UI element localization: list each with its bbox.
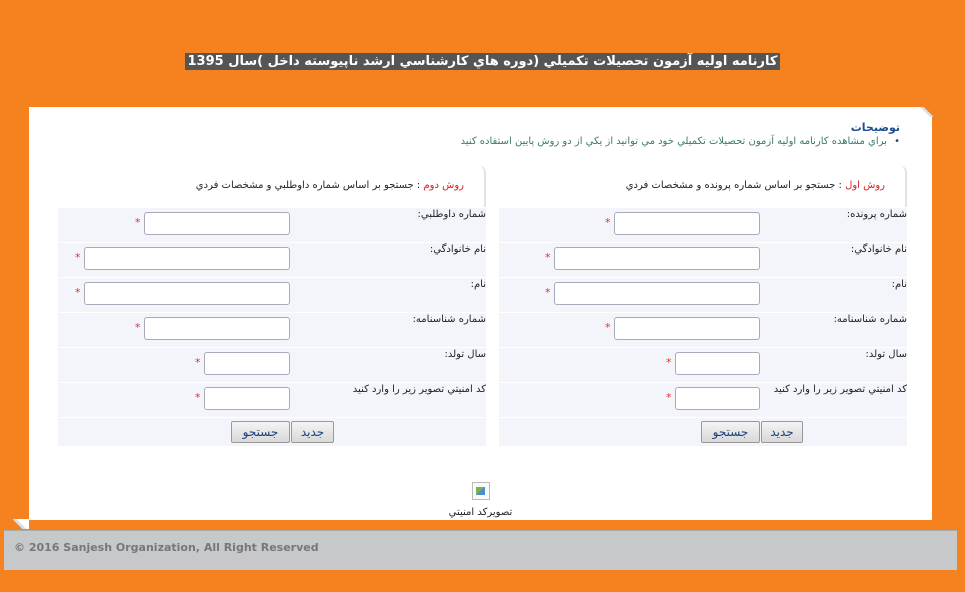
file-number-row <box>499 208 907 243</box>
required-mark: * <box>545 251 551 264</box>
method2-title: : جستجو بر اساس شماره داوطلبي و مشخصات فردي <box>195 180 424 191</box>
first-name-label: نام: <box>891 279 907 290</box>
family-name-input[interactable] <box>84 247 290 270</box>
method1-header <box>499 165 907 207</box>
required-mark: * <box>195 356 201 369</box>
captcha-input[interactable] <box>204 387 290 410</box>
method2-panel <box>58 165 486 445</box>
search-button[interactable]: جستجو <box>701 421 760 443</box>
description-title: توضيحات <box>850 121 900 134</box>
footer <box>4 530 957 570</box>
family-name-row <box>499 243 907 278</box>
id-number-label: شماره شناسنامه: <box>833 314 907 325</box>
method1-buttons <box>499 418 907 446</box>
first-name-input[interactable] <box>554 282 760 305</box>
captcha-image-label: تصويركد امنيتي <box>448 507 513 518</box>
captcha-label: كد امنيتي تصوير زير را وارد كنيد <box>773 384 907 395</box>
file-number-input[interactable] <box>614 212 760 235</box>
method2-header <box>58 165 486 207</box>
first-name-row <box>58 278 486 313</box>
birth-year-input[interactable] <box>675 352 760 375</box>
birth-year-row <box>58 348 486 383</box>
method2-prefix: روش دوم <box>423 180 464 191</box>
birth-year-label: سال تولد: <box>444 349 486 360</box>
method1-panel <box>499 165 907 445</box>
required-mark: * <box>605 216 611 229</box>
search-button[interactable]: جستجو <box>231 421 290 443</box>
page-title: كارنامه اوليه آزمون تحصيلات تكميلي (دوره هاي كارشناسي ارشد ناپيوسته داخل )سال 1395 <box>185 53 781 70</box>
family-name-label: نام خانوادگي: <box>850 244 907 255</box>
new-button[interactable]: جديد <box>761 421 803 443</box>
method1-title: : جستجو بر اساس شماره پرونده و مشخصات فردي <box>625 180 846 191</box>
method2-buttons <box>58 418 486 446</box>
file-number-label: شماره پرونده: <box>846 209 907 220</box>
required-mark: * <box>75 286 81 299</box>
id-number-input[interactable] <box>614 317 760 340</box>
birth-year-input[interactable] <box>204 352 290 375</box>
birth-year-row <box>499 348 907 383</box>
captcha-row <box>58 383 486 418</box>
required-mark: * <box>135 321 141 334</box>
description-text: براي مشاهده كارنامه اوليه آزمون تحصيلات تكميلي خود مي توانيد از يكي از دو روش پايين استفاده كنيد <box>460 136 887 147</box>
first-name-label: نام: <box>470 279 486 290</box>
card-corner-decoration <box>13 519 29 529</box>
required-mark: * <box>605 321 611 334</box>
family-name-label: نام خانوادگي: <box>429 244 486 255</box>
required-mark: * <box>135 216 141 229</box>
birth-year-label: سال تولد: <box>865 349 907 360</box>
family-name-row <box>58 243 486 278</box>
required-mark: * <box>195 391 201 404</box>
required-mark: * <box>666 391 672 404</box>
captcha-section <box>29 482 932 518</box>
main-card <box>29 107 932 520</box>
id-number-label: شماره شناسنامه: <box>412 314 486 325</box>
required-mark: * <box>545 286 551 299</box>
captcha-label: كد امنيتي تصوير زير را وارد كنيد <box>352 384 486 395</box>
id-number-row <box>499 313 907 348</box>
bullet-icon: • <box>894 136 900 147</box>
candidate-number-input[interactable] <box>144 212 290 235</box>
captcha-input[interactable] <box>675 387 760 410</box>
captcha-image-icon <box>472 482 490 500</box>
candidate-number-label: شماره داوطلبي: <box>417 209 486 220</box>
required-mark: * <box>75 251 81 264</box>
captcha-row <box>499 383 907 418</box>
required-mark: * <box>666 356 672 369</box>
candidate-number-row <box>58 208 486 243</box>
description-section <box>461 121 900 147</box>
id-number-input[interactable] <box>144 317 290 340</box>
new-button[interactable]: جديد <box>291 421 334 443</box>
method1-prefix: روش اول <box>845 180 885 191</box>
id-number-row <box>58 313 486 348</box>
page-title-bar <box>0 50 965 70</box>
first-name-row <box>499 278 907 313</box>
card-corner-decoration <box>917 107 933 117</box>
first-name-input[interactable] <box>84 282 290 305</box>
family-name-input[interactable] <box>554 247 760 270</box>
copyright-text: © 2016 Sanjesh Organization, All Right Reserved <box>14 541 319 554</box>
